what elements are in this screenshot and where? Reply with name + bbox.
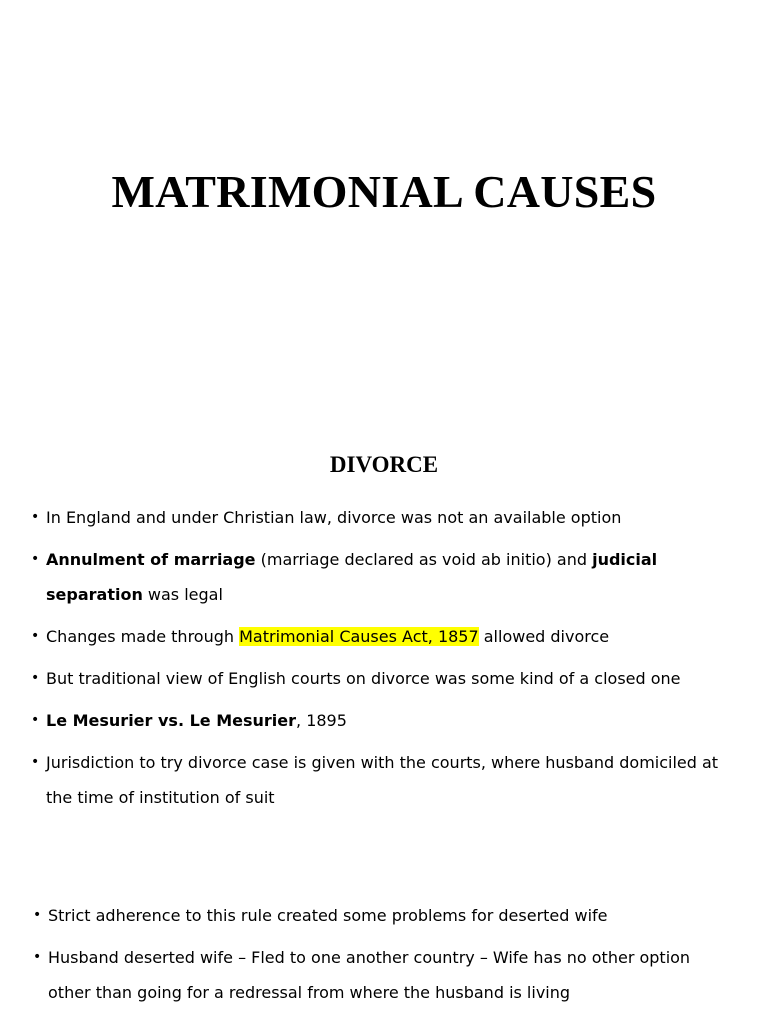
list-item [31, 661, 731, 696]
bullet-icon: • [31, 712, 40, 728]
bullet-list-2 [33, 898, 733, 1017]
bullet-text: Changes made through [46, 627, 240, 646]
bullet-text: Strict adherence to this rule created some problems for deserted wife [48, 906, 608, 925]
list-item [33, 940, 733, 1010]
list-item [33, 898, 733, 933]
bullet-text: But traditional view of English courts on divorce was some kind of a closed one [46, 669, 681, 688]
page-title: MATRIMONIAL CAUSES [111, 166, 657, 217]
bullet-icon: • [31, 551, 40, 567]
list-item [31, 542, 731, 612]
bullet-text: was legal [142, 585, 223, 604]
bullet-icon: • [31, 628, 40, 644]
bullet-icon: • [33, 949, 42, 965]
bullet-text: allowed divorce [478, 627, 610, 646]
list-item [31, 745, 731, 815]
bullet-text: (marriage declared as void ab initio) and [255, 550, 593, 569]
bullet-icon: • [31, 509, 40, 525]
bold-term: Annulment of marriage [46, 550, 256, 569]
bullet-text: , 1895 [296, 711, 347, 730]
list-item [31, 500, 731, 535]
bullet-icon: • [31, 670, 40, 686]
bullet-text: Husband deserted wife – Fled to one another country – Wife has no other option other than going for a redressal from where the husband is living [48, 948, 691, 1002]
case-name: Le Mesurier vs. Le Mesurier [46, 711, 297, 730]
bullet-list [31, 500, 731, 822]
list-item [31, 619, 731, 654]
list-item [31, 703, 731, 738]
bold-term: judicial separation [46, 550, 658, 604]
bullet-icon: • [33, 907, 42, 923]
section-heading: DIVORCE [329, 452, 439, 477]
bullet-text: In England and under Christian law, divorce was not an available option [46, 508, 622, 527]
bullet-text: Jurisdiction to try divorce case is given with the courts, where husband domiciled at the time of institution of suit [46, 753, 719, 807]
bullet-icon: • [31, 754, 40, 770]
highlighted-text: Matrimonial Causes Act, 1857 [239, 627, 479, 646]
